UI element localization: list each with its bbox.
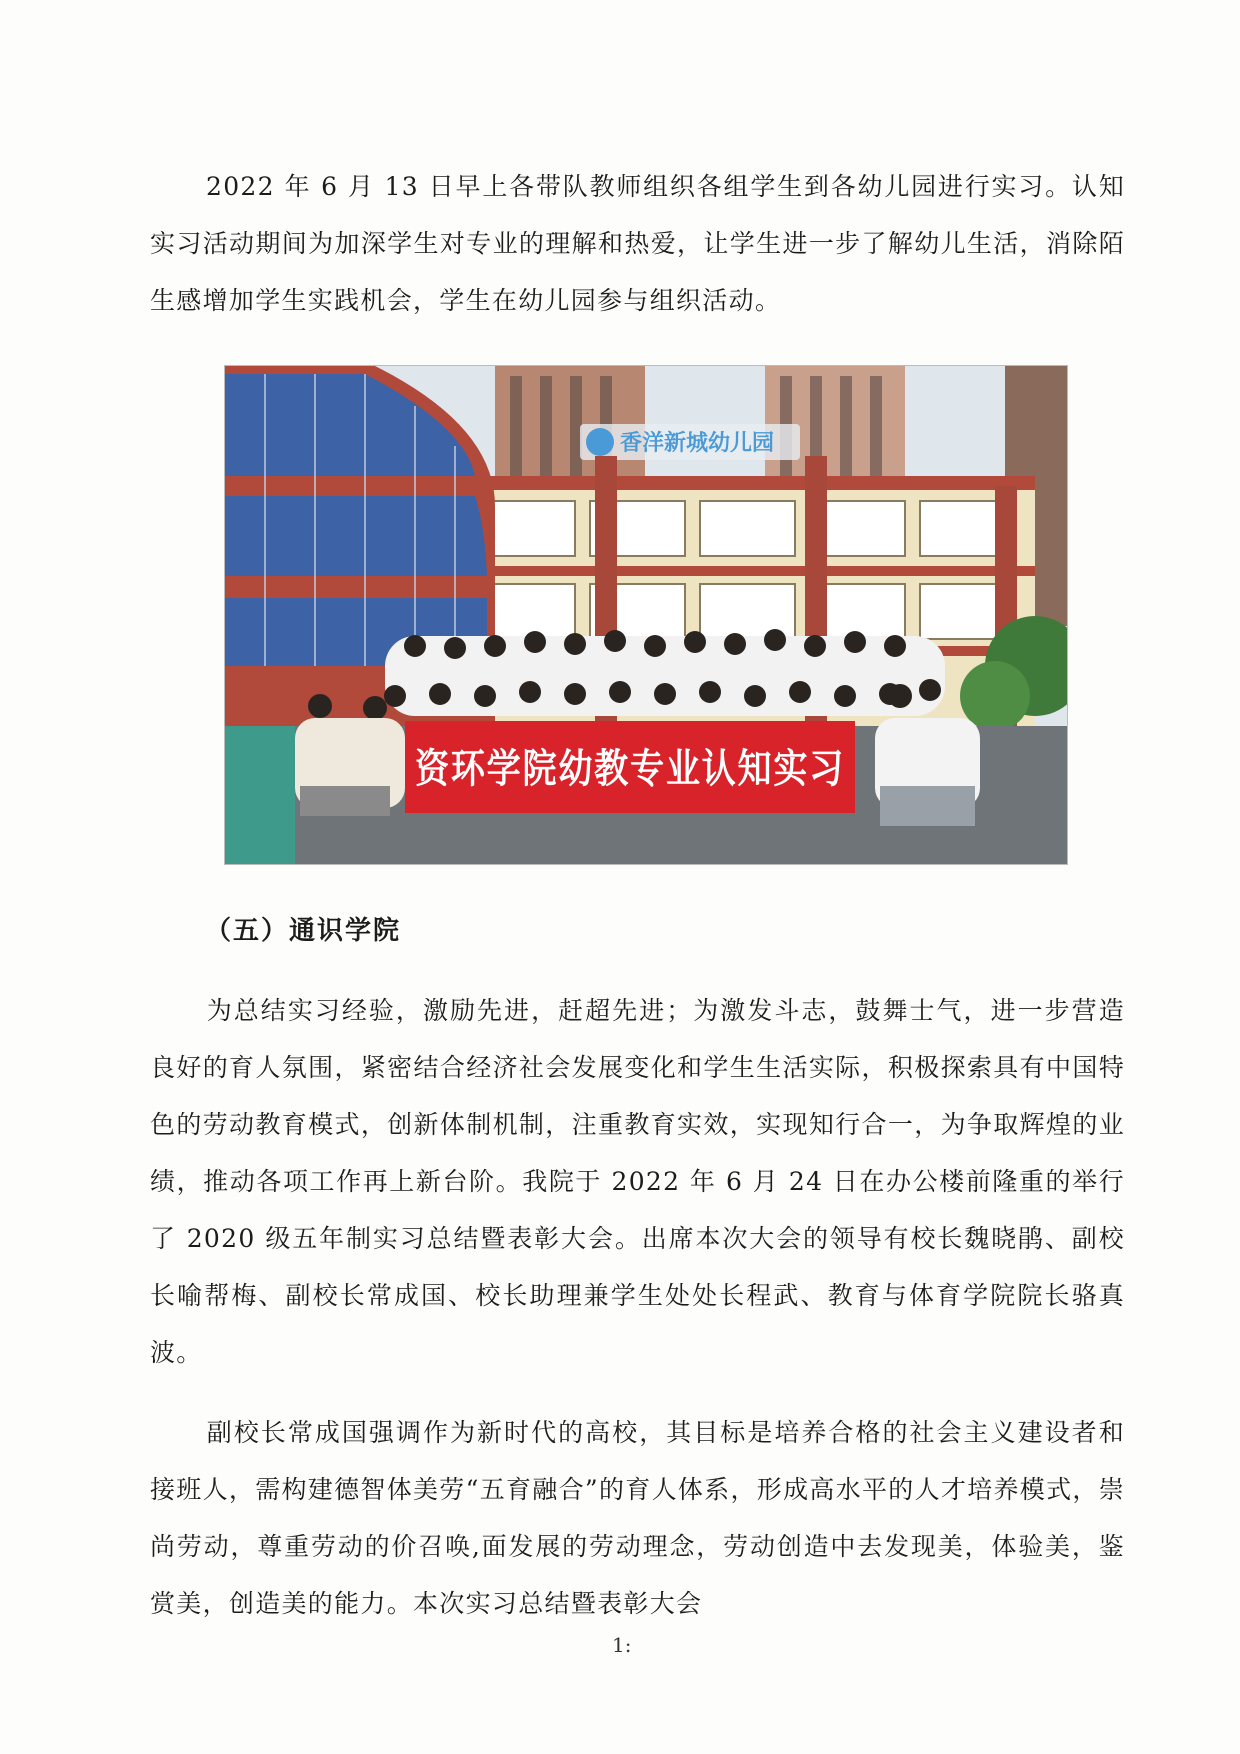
- paragraph-text: 2022 年 6 月 13 日早上各带队教师组织各组学生到各幼儿园进行实习。认知实习活动期间为加深学生对专业的理解和热爱，让学生进一步了解幼儿生活，消除陌生感增加学生实践机会，学生在幼儿园参与组织活动。: [150, 172, 1125, 315]
- section-heading: （五）通识学院: [205, 916, 402, 946]
- page-number: 1:: [612, 1633, 632, 1657]
- paragraph-summary-meeting: [150, 982, 1125, 1381]
- kindergarten-sign: 香洋新城幼儿园: [620, 431, 775, 456]
- paragraph-internship-intro: [150, 158, 1125, 329]
- paragraph-text: 副校长常成国强调作为新时代的高校，其目标是培养合格的社会主义建设者和接班人，需构建德智体美劳“五育融合”的育人体系，形成高水平的人才培养模式，崇尚劳动，尊重劳动的价召唤,面发展的劳动理念，劳动创造中去发现美，体验美，鉴赏美，创造美的能力。本次实习总结暨表彰大会: [150, 1418, 1125, 1618]
- group-photo: [224, 365, 1068, 865]
- group-photo-illustration: [225, 366, 1067, 864]
- paragraph-vice-president-remarks: [150, 1404, 1125, 1632]
- paragraph-text: 为总结实习经验，激励先进，赶超先进；为激发斗志，鼓舞士气，进一步营造良好的育人氛围，紧密结合经济社会发展变化和学生生活实际，积极探索具有中国特色的劳动教育模式，创新体制机制，注重教育实效，实现知行合一，为争取辉煌的业绩，推动各项工作再上新台阶。我院于 2022 年 6 月 24 日在办公楼前隆重的举行了 2020 级五年制实习总结暨表彰大会。出席本次大会的领导有校长魏晓鹃、副校长喻帮梅、副校长常成国、校长助理兼学生处处长程武、教育与体育学院院长骆真波。: [150, 996, 1125, 1367]
- banner-text: 资环学院幼教专业认知实习: [415, 746, 845, 792]
